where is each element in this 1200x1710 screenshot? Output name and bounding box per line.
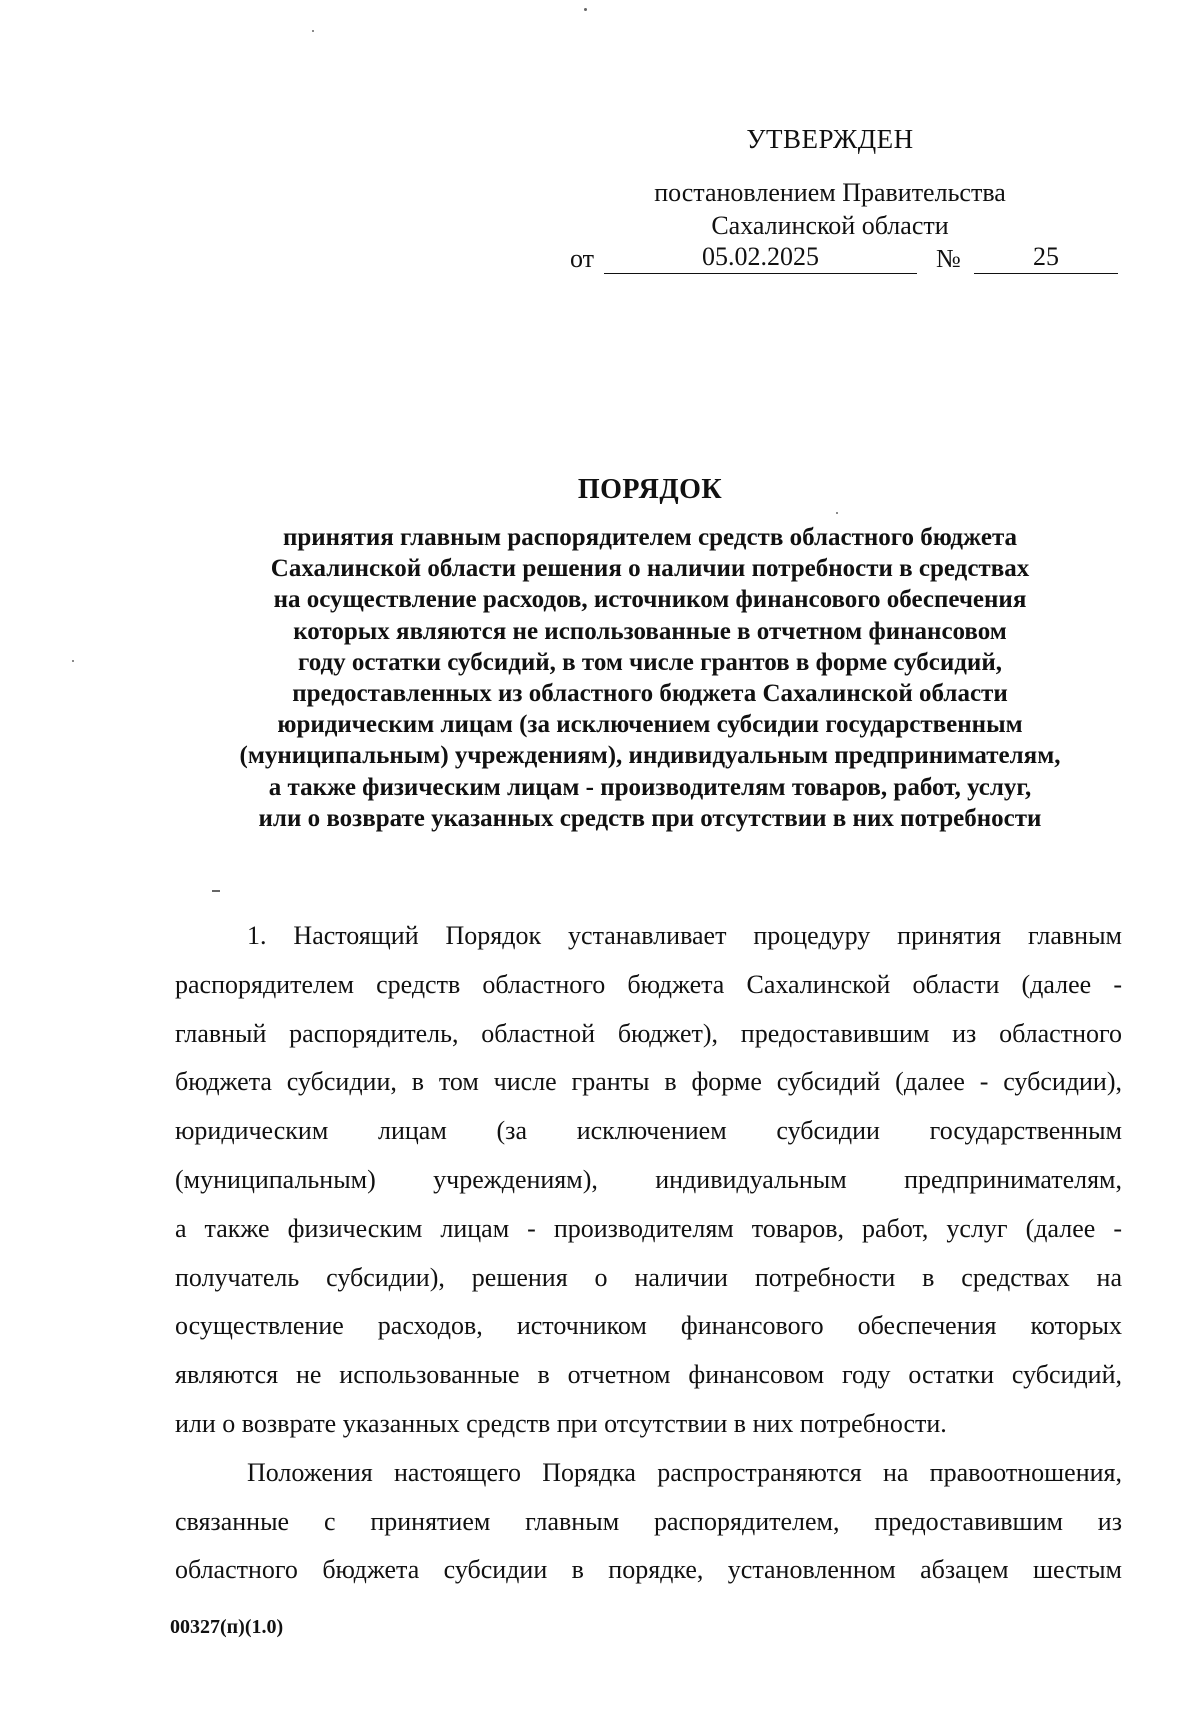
number-sign: №	[936, 244, 961, 273]
paragraph-2	[175, 1449, 1122, 1595]
body-line: получатель субсидии), решения о наличии потребности в средствах на	[175, 1262, 1122, 1292]
approval-date-row	[570, 240, 1130, 276]
body-line: главный распорядитель, областной бюджет), предоставившим из областного	[175, 1018, 1122, 1048]
subtitle-line: принятия главным распорядителем средств областного бюджета	[282, 524, 1018, 551]
body-line: бюджета субсидии, в том числе гранты в форме субсидий (далее - субсидии),	[175, 1067, 1122, 1097]
body-line: связанные с принятием главным распорядителем, предоставившим из	[175, 1506, 1122, 1536]
approval-line-1: постановлением Правительства	[654, 178, 1006, 207]
scan-speck	[72, 660, 74, 662]
scan-speck	[584, 8, 587, 11]
subtitle-line: Сахалинской области решения о наличии потребности в средствах	[270, 555, 1030, 583]
body-line: или о возврате указанных средств при отсутствии в них потребности.	[175, 1408, 947, 1438]
document-title: ПОРЯДОК	[577, 474, 723, 505]
document-body	[175, 912, 1122, 1595]
subtitle-line: которых являются не использованные в отчетном финансовом	[293, 617, 1007, 645]
approval-date: 05.02.2025	[604, 240, 917, 274]
approval-block	[580, 176, 1080, 242]
body-line: а также физическим лицам - производителям товаров, работ, услуг (далее -	[175, 1213, 1122, 1243]
body-line: областного бюджета субсидии в порядке, установленном абзацем шестым	[175, 1555, 1122, 1585]
body-line: Положения настоящего Порядка распространяются на правоотношения,	[247, 1457, 1122, 1487]
body-line: (муниципальным) учреждениям), индивидуальным предпринимателям,	[175, 1164, 1122, 1194]
document-code: 00327(п)(1.0)	[170, 1616, 284, 1638]
document-subtitle	[150, 522, 1150, 834]
approval-title: УТВЕРЖДЕН	[746, 124, 914, 154]
body-line: распорядителем средств областного бюджета Сахалинской области (далее -	[175, 969, 1122, 999]
subtitle-line: на осуществление расходов, источником финансового обеспечения	[273, 586, 1027, 614]
body-line: осуществление расходов, источником финансового обеспечения которых	[175, 1311, 1122, 1341]
ot-label: от	[570, 244, 595, 273]
scan-speck	[836, 512, 838, 514]
subtitle-line: году остатки субсидий, в том числе грантов в форме субсидий,	[298, 648, 1002, 676]
approval-number: 25	[974, 240, 1118, 274]
subtitle-line: юридическим лицам (за исключением субсидии государственным	[277, 711, 1023, 739]
paragraph-1	[175, 912, 1122, 1449]
approval-line-2: Сахалинской области	[711, 211, 949, 240]
subtitle-line: предоставленных из областного бюджета Сахалинской области	[292, 680, 1008, 708]
subtitle-line: (муниципальным) учреждениям), индивидуальным предпринимателям,	[239, 742, 1061, 770]
subtitle-line: или о возврате указанных средств при отсутствии в них потребности	[258, 804, 1042, 832]
body-line: являются не использованные в отчетном финансовом году остатки субсидий,	[175, 1360, 1122, 1390]
body-line: юридическим лицам (за исключением субсидии государственным	[175, 1116, 1122, 1146]
scan-speck	[312, 30, 314, 32]
scan-speck	[212, 890, 220, 892]
body-line: 1. Настоящий Порядок устанавливает процедуру принятия главным	[247, 921, 1122, 950]
subtitle-line: а также физическим лицам - производителям товаров, работ, услуг,	[268, 773, 1032, 801]
